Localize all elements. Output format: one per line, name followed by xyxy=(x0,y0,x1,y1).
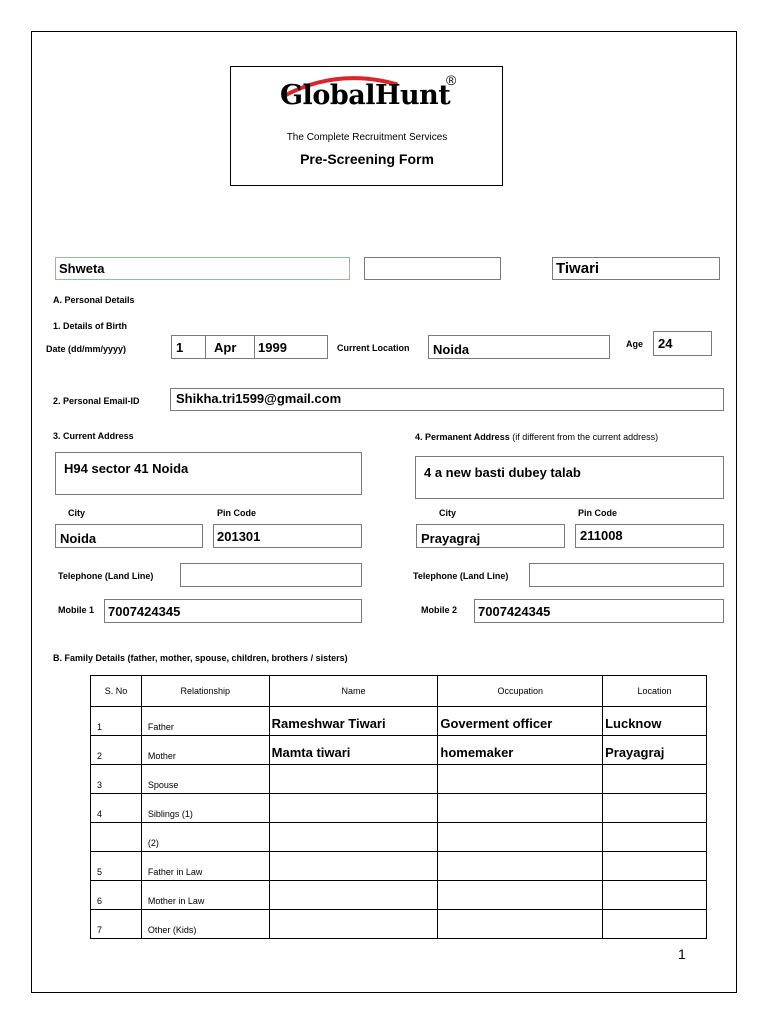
birth-day: 1 xyxy=(176,340,184,355)
table-header-row xyxy=(91,676,707,707)
age-field[interactable] xyxy=(653,331,712,356)
row-relationship: Other (Kids) xyxy=(141,910,269,939)
header-location: Location xyxy=(603,676,707,707)
form-title: Pre-Screening Form xyxy=(300,151,434,167)
row-relationship: Mother in Law xyxy=(141,881,269,910)
permanent-address-value: 4 a new basti dubey talab xyxy=(424,465,581,480)
telephone-label: Telephone (Land Line) xyxy=(58,571,154,581)
city-label: City xyxy=(439,508,457,518)
row-occupation[interactable] xyxy=(438,881,603,910)
current-location-label: Current Location xyxy=(337,343,410,353)
date-divider xyxy=(205,336,206,358)
permanent-address-field[interactable] xyxy=(415,456,724,499)
telephone-label: Telephone (Land Line) xyxy=(413,571,509,581)
date-divider xyxy=(254,336,255,358)
page-number: 1 xyxy=(678,946,686,962)
row-name[interactable] xyxy=(269,823,438,852)
middle-name-field[interactable] xyxy=(364,257,501,280)
row-occupation[interactable]: Goverment officer xyxy=(438,707,603,736)
pin-code-label: Pin Code xyxy=(217,508,257,518)
row-location[interactable] xyxy=(603,765,707,794)
table-row xyxy=(91,736,707,765)
current-address-label: 3. Current Address xyxy=(53,431,134,441)
current-address-value: H94 sector 41 Noida xyxy=(64,461,189,476)
current-pin-value: 201301 xyxy=(217,529,261,544)
row-name[interactable]: Mamta tiwari xyxy=(269,736,438,765)
mobile1-field[interactable] xyxy=(104,599,362,623)
table-row xyxy=(91,910,707,939)
row-occupation[interactable] xyxy=(438,765,603,794)
table-row xyxy=(91,881,707,910)
email-label: 2. Personal Email-ID xyxy=(53,396,140,406)
first-name-field[interactable] xyxy=(55,257,350,280)
first-name-value: Shweta xyxy=(59,261,105,276)
age-value: 24 xyxy=(658,336,673,351)
permanent-pin-field[interactable] xyxy=(575,524,724,548)
row-location[interactable]: Lucknow xyxy=(603,707,707,736)
date-label: Date (dd/mm/yyyy) xyxy=(46,344,127,354)
permanent-address-note: (if different from the current address) xyxy=(509,432,659,442)
row-occupation[interactable] xyxy=(438,852,603,881)
personal-details-heading: A. Personal Details xyxy=(53,295,135,305)
row-sno: 5 xyxy=(91,852,142,881)
email-field[interactable] xyxy=(170,388,724,411)
row-name[interactable] xyxy=(269,910,438,939)
row-name[interactable] xyxy=(269,881,438,910)
permanent-pin-value: 211008 xyxy=(580,528,623,543)
row-name[interactable] xyxy=(269,765,438,794)
row-location[interactable] xyxy=(603,823,707,852)
header-name: Name xyxy=(269,676,438,707)
header-relationship: Relationship xyxy=(141,676,269,707)
mobile1-value: 7007424345 xyxy=(108,604,181,619)
row-sno: 6 xyxy=(91,881,142,910)
last-name-value: Tiwari xyxy=(556,260,600,277)
mobile2-value: 7007424345 xyxy=(478,604,551,619)
row-sno: 2 xyxy=(91,736,142,765)
birth-month: Apr xyxy=(214,340,237,355)
permanent-telephone-field[interactable] xyxy=(529,563,724,587)
mobile1-label: Mobile 1 xyxy=(58,605,95,615)
birth-year: 1999 xyxy=(258,340,287,355)
city-label: City xyxy=(68,508,86,518)
row-sno xyxy=(91,823,142,852)
row-location[interactable] xyxy=(603,794,707,823)
mobile2-label: Mobile 2 xyxy=(421,605,458,615)
family-details-heading: B. Family Details (father, mother, spouse, children, brothers / sisters) xyxy=(53,653,348,663)
row-occupation[interactable] xyxy=(438,910,603,939)
row-occupation[interactable]: homemaker xyxy=(438,736,603,765)
current-telephone-field[interactable] xyxy=(180,563,362,587)
row-relationship: (2) xyxy=(141,823,269,852)
brand-tagline: The Complete Recruitment Services xyxy=(286,132,448,143)
row-relationship: Siblings (1) xyxy=(141,794,269,823)
current-pin-field[interactable] xyxy=(213,524,362,548)
last-name-field[interactable] xyxy=(552,257,720,280)
row-location[interactable] xyxy=(603,881,707,910)
current-address-field[interactable] xyxy=(55,452,362,495)
permanent-city-field[interactable] xyxy=(416,524,565,548)
row-name[interactable] xyxy=(269,794,438,823)
row-location[interactable]: Prayagraj xyxy=(603,736,707,765)
row-name[interactable] xyxy=(269,852,438,881)
row-sno: 4 xyxy=(91,794,142,823)
row-relationship: Father in Law xyxy=(141,852,269,881)
registered-mark: ® xyxy=(446,72,457,88)
row-name[interactable]: Rameshwar Tiwari xyxy=(269,707,438,736)
permanent-address-title: 4. Permanent Address xyxy=(415,432,510,442)
row-sno: 3 xyxy=(91,765,142,794)
row-relationship: Father xyxy=(141,707,269,736)
current-location-value: Noida xyxy=(433,342,470,357)
email-value: Shikha.tri1599@gmail.com xyxy=(176,391,342,406)
header-sno: S. No xyxy=(91,676,142,707)
row-occupation[interactable] xyxy=(438,794,603,823)
current-city-field[interactable] xyxy=(55,524,203,548)
mobile2-field[interactable] xyxy=(474,599,724,623)
family-details-table xyxy=(90,675,707,939)
table-row xyxy=(91,823,707,852)
details-of-birth-label: 1. Details of Birth xyxy=(53,321,128,331)
row-sno: 1 xyxy=(91,707,142,736)
pin-code-label: Pin Code xyxy=(578,508,618,518)
row-relationship: Mother xyxy=(141,736,269,765)
age-label: Age xyxy=(626,339,644,349)
header-occupation: Occupation xyxy=(438,676,603,707)
permanent-city-value: Prayagraj xyxy=(421,531,481,546)
current-location-field[interactable] xyxy=(428,335,610,359)
table-row xyxy=(91,794,707,823)
birth-date-field[interactable] xyxy=(171,335,328,359)
table-row xyxy=(91,765,707,794)
table-row xyxy=(91,707,707,736)
permanent-address-label xyxy=(415,432,658,442)
table-row xyxy=(91,852,707,881)
row-location[interactable] xyxy=(603,910,707,939)
row-occupation[interactable] xyxy=(438,823,603,852)
row-sno: 7 xyxy=(91,910,142,939)
row-location[interactable] xyxy=(603,852,707,881)
brand-logo: GlobalHunt xyxy=(280,80,451,111)
row-relationship: Spouse xyxy=(141,765,269,794)
current-city-value: Noida xyxy=(60,531,97,546)
